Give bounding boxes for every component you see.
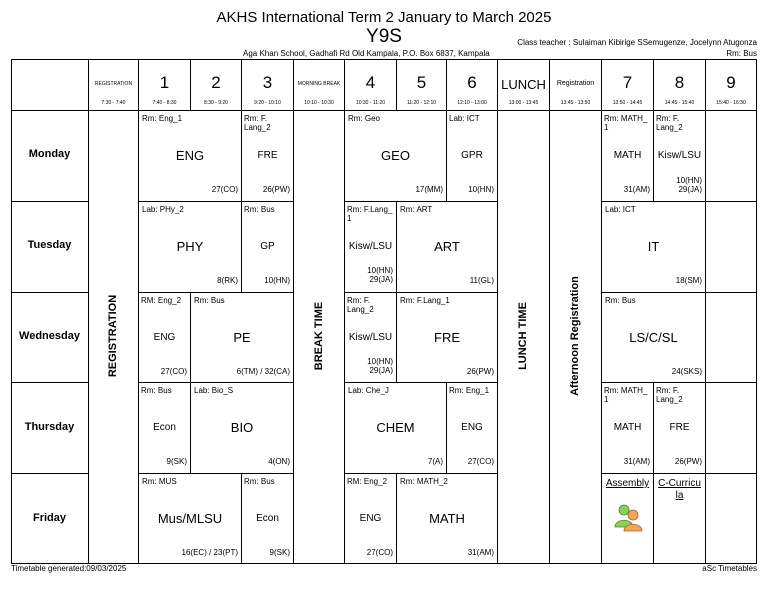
period-number: 6 <box>467 73 477 92</box>
lesson-teacher: 7(A) <box>427 457 443 466</box>
period-time: 13:45 - 13:50 <box>560 100 591 106</box>
lesson-subject: PHY <box>176 239 204 254</box>
lesson-subject: FRE <box>434 330 460 345</box>
lesson-teacher: 31(AM) <box>623 185 650 194</box>
lesson-teacher: 27(CO) <box>366 548 393 557</box>
lesson-room: Rm: Bus <box>244 477 275 486</box>
lesson-subject: FRE <box>669 422 690 433</box>
lesson-teacher: 27(CO) <box>467 457 494 466</box>
lesson-room: Lab: Bio_S <box>194 386 234 395</box>
registration-vertical-label: REGISTRATION <box>107 294 119 378</box>
period-lunch-label: LUNCH <box>501 77 546 92</box>
lesson-subject: Kisw/LSU <box>348 241 393 252</box>
period-number: 9 <box>726 73 736 92</box>
lesson-room: Rm: Bus <box>244 205 275 214</box>
home-room: Rm: Bus <box>726 49 757 58</box>
lesson-teacher: 10(HN) 29(JA) <box>676 176 702 194</box>
lesson-subject: GEO <box>381 148 410 163</box>
lesson-subject: Mus/MLSU <box>157 511 223 526</box>
period-time: 12:10 - 13:00 <box>457 100 487 106</box>
period-time: 8:30 - 9:20 <box>204 100 228 106</box>
lesson-subject: GPR <box>461 150 483 161</box>
lesson-teacher: 9(SK) <box>166 457 187 466</box>
lesson-subject: MATH <box>429 511 465 526</box>
lesson-subject: Econ <box>153 422 176 433</box>
lesson-room: Rm: F. Lang_2 <box>656 386 683 404</box>
timetable-title: AKHS International Term 2 January to March 2025 <box>216 9 552 26</box>
lesson-teacher: 11(GL) <box>469 276 494 285</box>
software-credit: aSc Timetables <box>702 564 757 573</box>
lesson-room: Lab: Che_J <box>348 386 389 395</box>
period-number: 1 <box>159 73 170 92</box>
period-time: 13:50 - 14:45 <box>612 100 643 106</box>
afternoon-registration-vertical-label: Afternoon Registration <box>569 276 581 396</box>
lesson-subject: ENG <box>175 148 205 163</box>
lesson-room: Rm: F.Lang_ 1 <box>347 205 393 223</box>
lesson-teacher: 10(HN) 29(JA) <box>367 266 393 284</box>
day-tuesday: Tuesday <box>27 239 72 251</box>
lesson-room: Rm: MUS <box>142 477 177 486</box>
period-time: 9:20 - 10:10 <box>254 100 281 106</box>
period-time: 10:10 - 10:30 <box>304 100 334 106</box>
lesson-subject: ART <box>434 239 460 254</box>
lesson-teacher: 26(PW) <box>674 457 702 466</box>
lesson-teacher: 31(AM) <box>623 457 650 466</box>
lesson-room: Rm: F. Lang_2 <box>244 114 271 132</box>
lesson-subject: FRE <box>257 150 278 161</box>
lesson-teacher: 10(HN) <box>468 185 494 194</box>
period-time: 7:40 - 8:30 <box>152 100 177 106</box>
lesson-teacher: 4(ON) <box>268 457 290 466</box>
lesson-teacher: 26(PW) <box>466 367 494 376</box>
lesson-subject: ENG <box>153 332 176 343</box>
lesson-room: Rm: F. Lang_2 <box>656 114 683 132</box>
period-time: 15:40 - 16:30 <box>716 100 746 106</box>
people-icon <box>612 501 644 533</box>
lesson-room: Rm: MATH_2 <box>400 477 448 486</box>
lesson-subject: Kisw/LSU <box>657 150 702 161</box>
lesson-subject: IT <box>647 239 660 254</box>
assembly-link[interactable]: Assembly <box>605 478 650 489</box>
period-time: 14:45 - 15:40 <box>664 100 695 106</box>
lesson-teacher: 27(CO) <box>160 367 187 376</box>
day-wednesday: Wednesday <box>19 330 80 342</box>
lesson-teacher: 8(RK) <box>217 276 238 285</box>
class-name: Y9S <box>366 26 402 47</box>
lesson-room: Rm: Geo <box>348 114 381 123</box>
day-monday: Monday <box>28 148 71 160</box>
lesson-subject: LS/C/SL <box>629 330 678 345</box>
break-time-vertical-label: BREAK TIME <box>313 301 325 371</box>
period-number: 8 <box>674 73 685 92</box>
lesson-subject: ENG <box>359 513 382 524</box>
day-friday: Friday <box>32 512 66 524</box>
lesson-subject: BIO <box>230 420 254 435</box>
period-number: 4 <box>365 73 376 92</box>
generated-date: Timetable generated:09/03/2025 <box>11 564 127 573</box>
lesson-subject: ENG <box>461 422 483 433</box>
lesson-subject: MATH <box>613 150 642 161</box>
period-time: 7:30 - 7:40 <box>101 100 126 106</box>
period-number: 5 <box>416 73 427 92</box>
lesson-teacher: 26(PW) <box>262 185 290 194</box>
lesson-room: Rm: MATH_ 1 <box>604 386 648 404</box>
period-registration-label: REGISTRATION <box>94 81 133 87</box>
class-teacher: Class teacher : Sulaiman Kibirige SSemugenze, Jocelynn Atugonza <box>517 38 757 47</box>
lesson-teacher: 31(AM) <box>467 548 494 557</box>
lesson-room: Rm: Bus <box>194 296 225 305</box>
lesson-teacher: 27(CO) <box>211 185 238 194</box>
lesson-subject: CHEM <box>376 420 415 435</box>
lesson-room: Rm: F. Lang_2 <box>347 296 374 314</box>
lesson-subject: PE <box>233 330 251 345</box>
lesson-teacher: 9(SK) <box>269 548 290 557</box>
c-curricula-link[interactable]: C-Curricu la <box>658 478 701 501</box>
lesson-teacher: 17(MM) <box>415 185 443 194</box>
period-time: 13:00 - 13:45 <box>508 100 539 106</box>
lesson-subject: Kisw/LSU <box>348 332 393 343</box>
school-address: Aga Khan School, Gadhafi Rd Old Kampala, P.O. Box 6837, Kampala <box>243 49 490 58</box>
lunch-time-vertical-label: LUNCH TIME <box>517 302 529 370</box>
lesson-subject: GP <box>260 241 275 252</box>
lesson-teacher: 24(SKS) <box>671 367 702 376</box>
period-number: 7 <box>622 73 633 92</box>
lesson-room: Lab: ICT <box>605 205 636 214</box>
lesson-teacher: 10(HN) <box>264 276 290 285</box>
lesson-subject: Econ <box>256 513 279 524</box>
period-number: 2 <box>211 73 221 92</box>
lesson-room: Rm: F.Lang_1 <box>400 296 450 305</box>
lesson-room: RM: Eng_2 <box>141 296 182 305</box>
period-time: 11:20 - 12:10 <box>406 100 437 106</box>
day-thursday: Thursday <box>24 421 75 433</box>
lesson-room: Rm: Bus <box>605 296 636 305</box>
lesson-room: Rm: Bus <box>141 386 172 395</box>
period-afternoon-registration-label: Registration <box>556 80 595 87</box>
lesson-room: Rm: Eng_1 <box>449 386 490 395</box>
lesson-teacher: 18(SM) <box>675 276 702 285</box>
period-time: 10:30 - 11:20 <box>355 100 386 106</box>
lesson-room: RM: Eng_2 <box>347 477 388 486</box>
lesson-room: Lab: ICT <box>449 114 480 123</box>
period-break-label: MORNING BREAK <box>297 81 341 87</box>
lesson-room: Rm: ART <box>400 205 433 214</box>
lesson-room: Rm: MATH_ 1 <box>604 114 648 132</box>
lesson-room: Rm: Eng_1 <box>142 114 183 123</box>
lesson-teacher: 6(TM) / 32(CA) <box>236 367 290 376</box>
lesson-room: Lab: PHy_2 <box>142 205 184 214</box>
lesson-teacher: 16(EC) / 23(PT) <box>181 548 238 557</box>
lesson-subject: MATH <box>613 422 642 433</box>
lesson-teacher: 10(HN) 29(JA) <box>367 357 393 375</box>
period-number: 3 <box>262 73 273 92</box>
